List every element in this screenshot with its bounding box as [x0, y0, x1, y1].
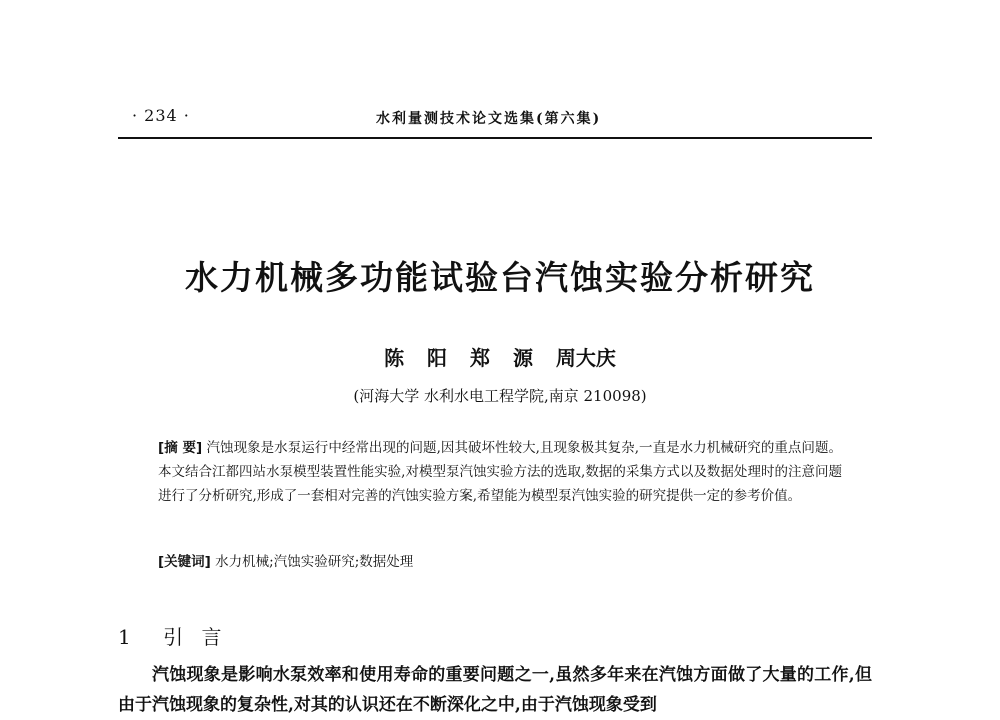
- header-rule: [118, 137, 872, 139]
- section-number: 1: [118, 625, 137, 649]
- paper-authors: 陈 阳 郑 源 周大庆: [384, 346, 616, 370]
- abstract: [158, 436, 842, 508]
- abstract-label: [摘 要]: [158, 440, 203, 456]
- section-paragraph: 汽蚀现象是影响水泵效率和使用寿命的重要问题之一,虽然多年来在汽蚀方面做了大量的工作,但由于汽蚀现象的复杂性,对其的认识还在不断深化之中,由于汽蚀现象受到: [118, 665, 872, 715]
- running-title: 水利量测技术论文选集(第六集): [376, 111, 602, 127]
- keywords: [158, 550, 842, 574]
- running-header: [118, 104, 872, 132]
- page-number: · 234 ·: [132, 106, 190, 125]
- abstract-text: 汽蚀现象是水泵运行中经常出现的问题,因其破坏性较大,且现象极其复杂,一直是水力机械研究的重点问题。本文结合江都四站水泵模型装置性能实验,对模型泵汽蚀实验方法的选取,数据的采集方式以及数据处理时的注意问题进行了分析研究,形成了一套相对完善的汽蚀实验方案,希望能为模型泵汽蚀实验的研究提供一定的参考价值。: [158, 440, 843, 504]
- section-heading: [118, 621, 227, 650]
- paper-affiliation: (河海大学 水利水电工程学院,南京 210098): [353, 387, 647, 405]
- keywords-text: 水力机械;汽蚀实验研究;数据处理: [215, 554, 414, 570]
- section-title: 引 言: [163, 625, 228, 649]
- keywords-label: [关键词]: [158, 554, 211, 570]
- paper-title: 水力机械多功能试验台汽蚀实验分析研究: [185, 258, 815, 297]
